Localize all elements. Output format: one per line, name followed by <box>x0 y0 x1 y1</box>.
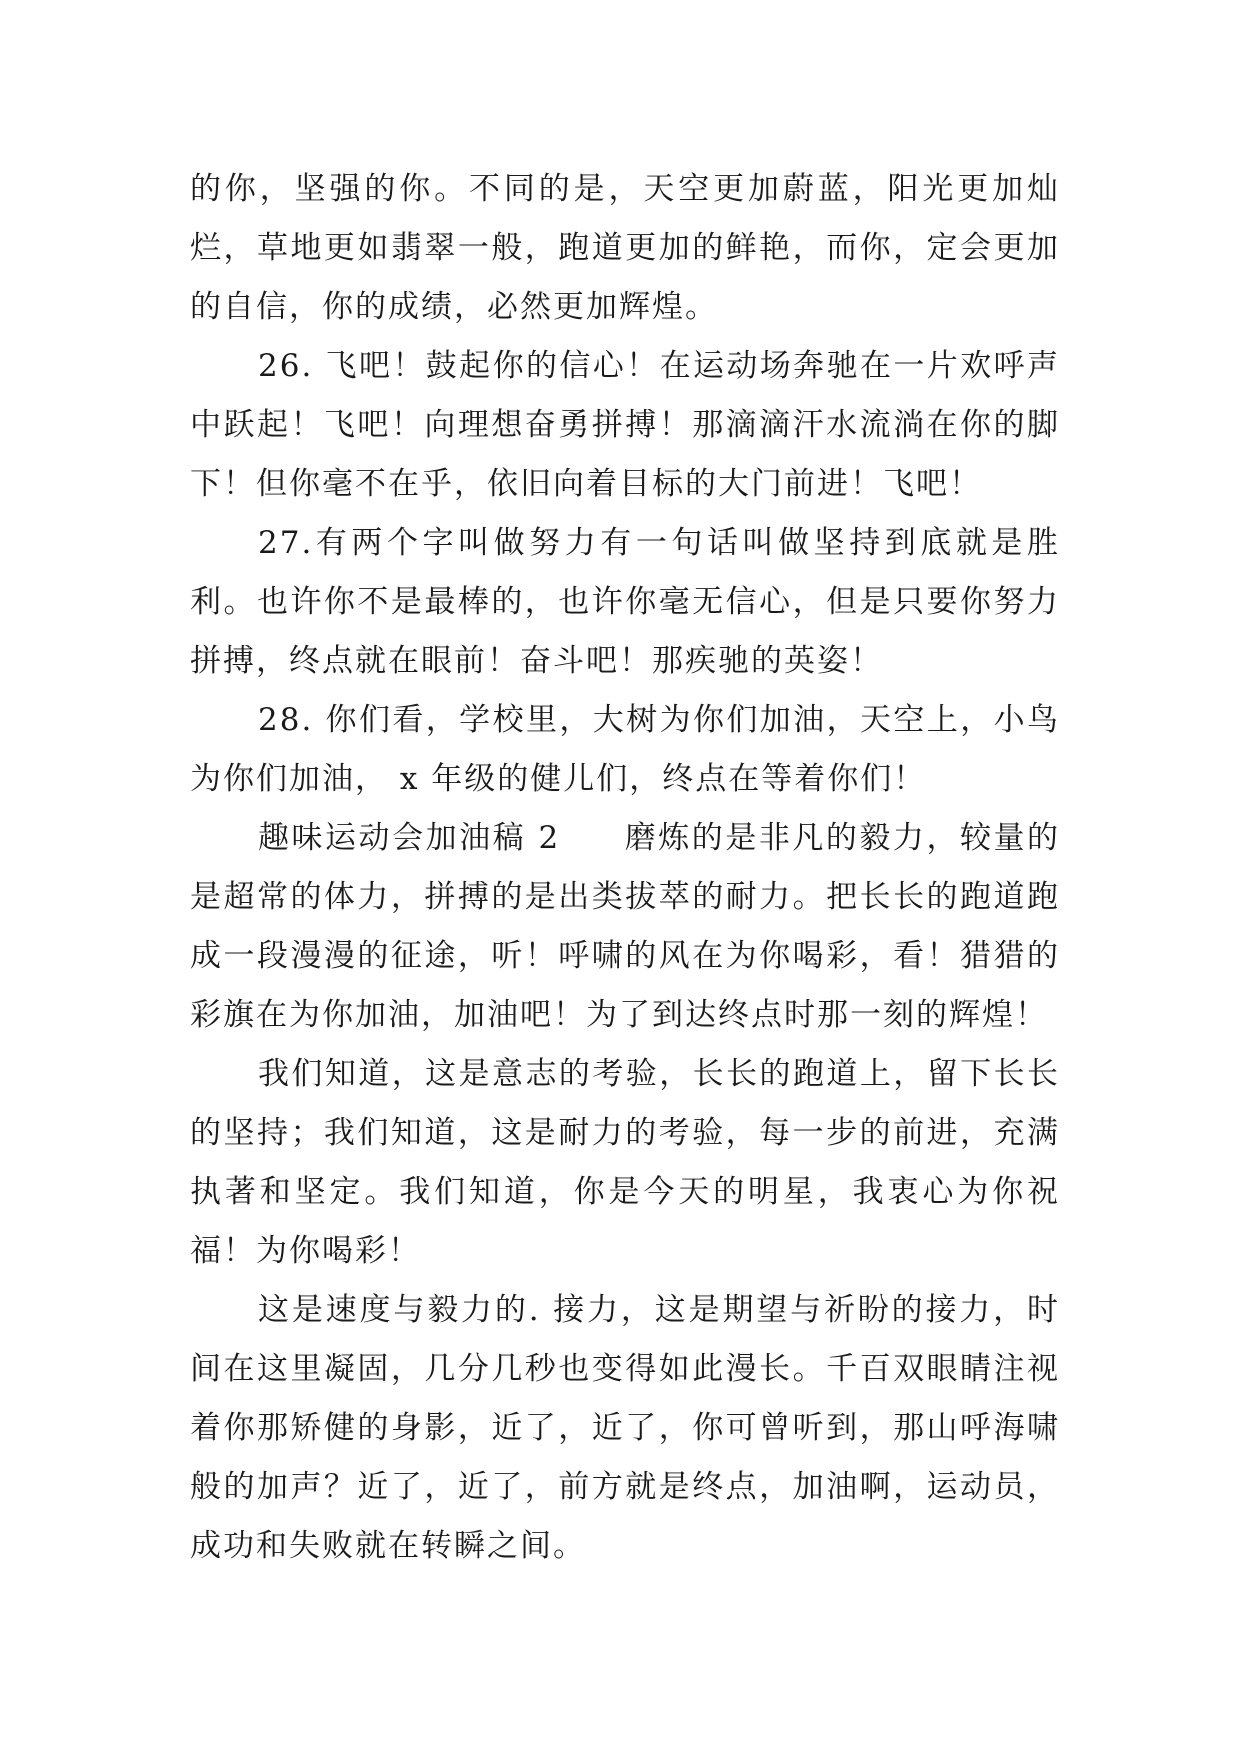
section-title: 趣味运动会加油稿 2 <box>258 820 561 856</box>
paragraph-27: 27.有两个字叫做努力有一句话叫做坚持到底就是胜利。也许你不是最棒的，也许你毫无信心，但是只要你努力拼搏，终点就在眼前！奋斗吧！那疾驰的英姿！ <box>190 525 1060 679</box>
paragraph-relay: 这是速度与毅力的. 接力，这是期望与祈盼的接力，时间在这里凝固，几分几秒也变得如此漫长。千百双眼睛注视着你那矫健的身影，近了，近了，你可曾听到，那山呼海啸般的加声？近了，近了，前方就是终点，加油啊，运动员，成功和失败就在转瞬之间。 <box>190 1292 1060 1564</box>
section-paragraph <box>190 809 1060 1045</box>
paragraph-26: 26. 飞吧！鼓起你的信心！在运动场奔驰在一片欢呼声中跃起！飞吧！向理想奋勇拼搏！那滴滴汗水流淌在你的脚下！但你毫不在乎，依旧向着目标的大门前进！飞吧！ <box>190 348 1060 502</box>
paragraph-28: 28. 你们看，学校里，大树为你们加油，天空上，小鸟为你们加油， x 年级的健儿们，终点在等着你们！ <box>190 702 1060 797</box>
section-first-paragraph: 磨炼的是非凡的毅力，较量的是超常的体力，拼搏的是出类拔萃的耐力。把长长的跑道跑成一段漫漫的征途，听！呼啸的风在为你喝彩，看！猎猎的彩旗在为你加油，加油吧！为了到达终点时那一刻的辉煌！ <box>190 820 1060 1033</box>
document-body <box>190 160 1060 1576</box>
paragraph-continuation: 的你，坚强的你。不同的是，天空更加蔚蓝，阳光更加灿烂，草地更如翡翠一般，跑道更加的鲜艳，而你，定会更加的自信，你的成绩，必然更加辉煌。 <box>190 171 1060 325</box>
paragraph-will-test: 我们知道，这是意志的考验，长长的跑道上，留下长长的坚持；我们知道，这是耐力的考验，每一步的前进，充满执著和坚定。我们知道，你是今天的明星，我衷心为你祝福！为你喝彩！ <box>190 1056 1060 1269</box>
